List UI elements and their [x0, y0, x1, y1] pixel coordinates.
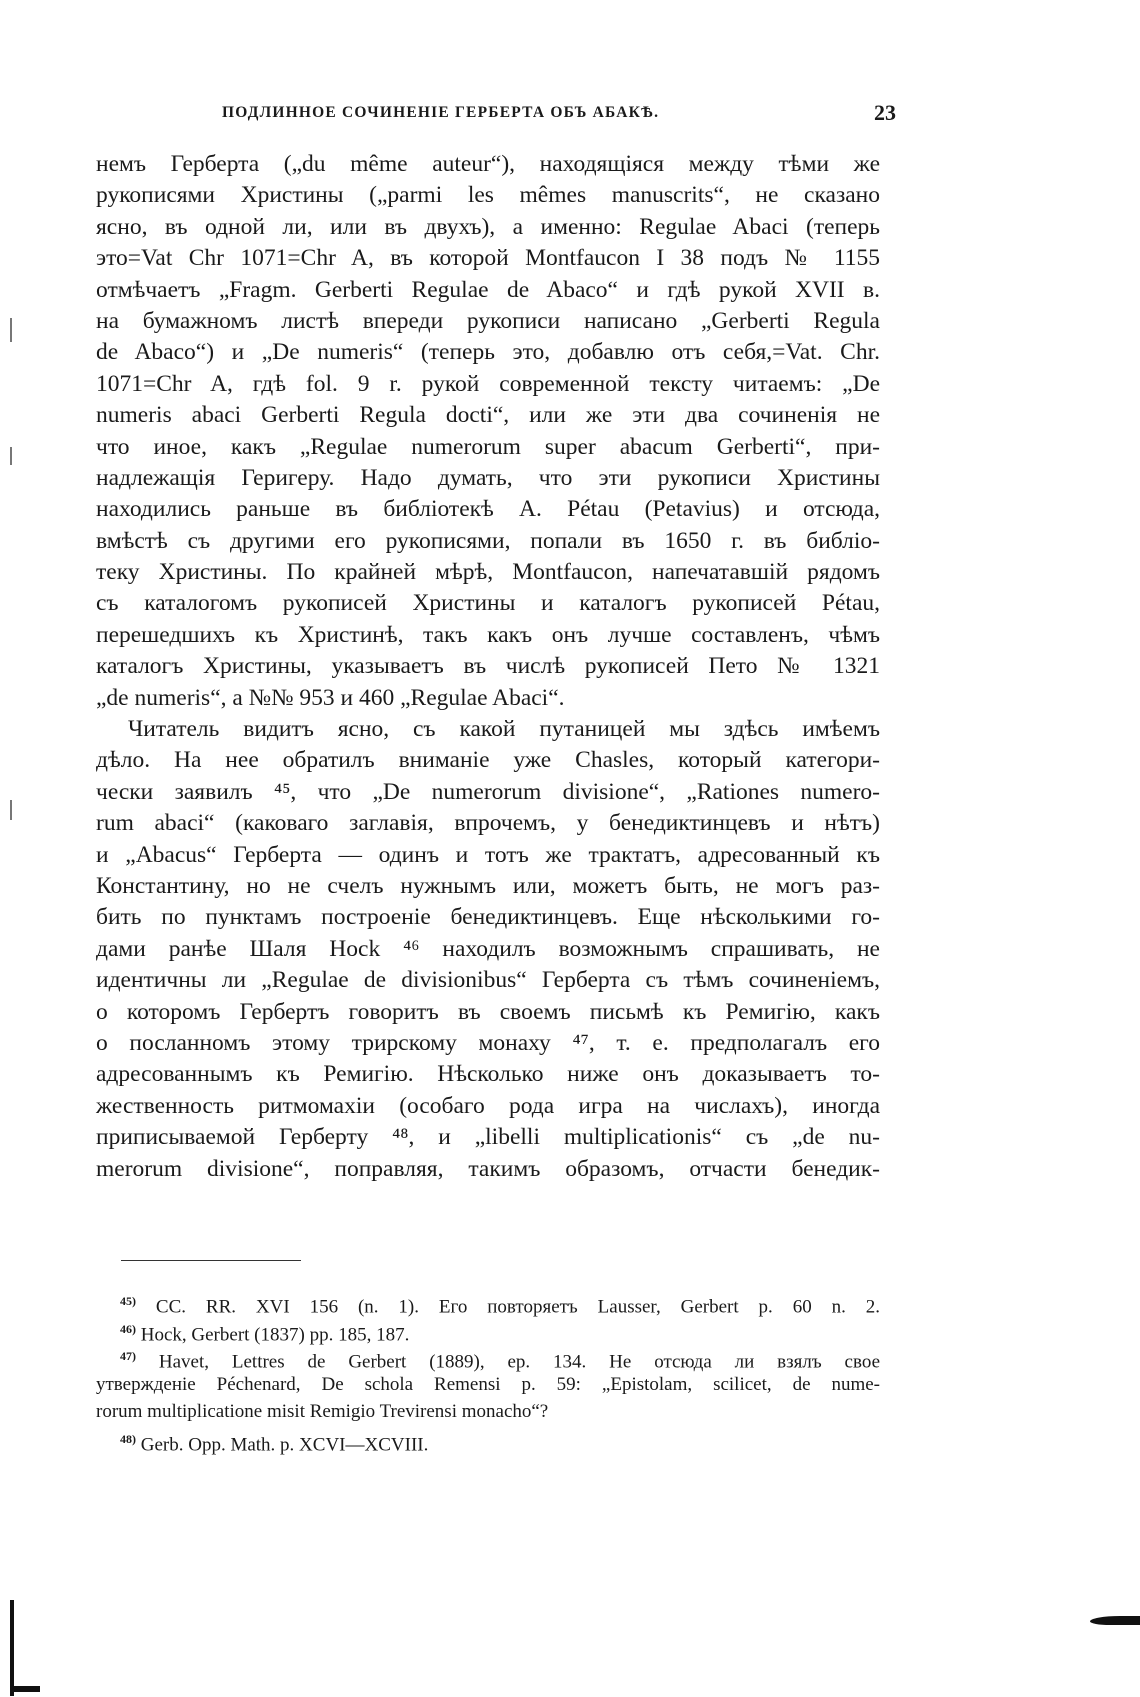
text-line: что иное, какъ „Regulae numerorum super abacum Gerberti“, при- — [96, 433, 880, 460]
scan-margin-mark — [10, 447, 12, 465]
footnote-marker: 46) — [120, 1321, 136, 1336]
text-line: 1071=Chr A, гдѣ fol. 9 r. рукой современной тексту читаемъ: „De — [96, 370, 880, 397]
text-line: ясно, въ одной ли, или въ двухъ), а именно: Regulae Abaci (теперь — [96, 213, 880, 240]
footnote-text: утвержденіе Péchenard, De schola Remensi p. 59: „Epistolam, scilicet, de nume- — [96, 1373, 880, 1395]
text-line: каталогъ Христины, указываетъ въ числѣ рукописей Пето № 1321 — [96, 653, 880, 680]
text-line: надлежащія Геригеру. Надо думать, что эти рукописи Христины — [96, 464, 880, 491]
scan-edge-mark — [1090, 1616, 1140, 1625]
text-line: Константину, но не счелъ нужнымъ или, можетъ быть, не могъ раз- — [96, 872, 880, 899]
text-line: дами ранѣе Шаля Hock ⁴⁶ находилъ возможнымъ спрашивать, не — [96, 935, 880, 962]
footnote-text: Hock, Gerbert (1837) pp. 185, 187. — [140, 1323, 410, 1345]
text-line: отмѣчаетъ „Fragm. Gerberti Regulae de Abaco“ и гдѣ рукой XVII в. — [96, 276, 880, 303]
footnote-47 — [96, 1343, 880, 1371]
footnote-text: rorum multiplicatione misit Remigio Trevirensi monacho“? — [96, 1401, 549, 1423]
footnote-45 — [96, 1288, 880, 1316]
text-line: адресованнымъ къ Ремигію. Нѣсколько ниже онъ доказываетъ то- — [96, 1061, 880, 1088]
running-head — [60, 100, 896, 130]
text-line: дѣло. На нее обратилъ вниманіе уже Chasles, который категори- — [96, 747, 880, 774]
text-line: „de numeris“, а №№ 953 и 460 „Regulae Abaci“. — [96, 684, 565, 711]
body-text — [96, 149, 880, 1185]
text-line: на бумажномъ листѣ впереди рукописи написано „Gerberti Regula — [96, 307, 880, 334]
text-line: съ каталогомъ рукописей Христины и каталогъ рукописей Pétau, — [96, 590, 880, 617]
text-line: перешедшихъ къ Христинѣ, такъ какъ онъ лучше составленъ, чѣмъ — [96, 621, 880, 648]
scan-corner-mark — [10, 1686, 40, 1692]
footnote-text: Gerb. Opp. Math. p. XCVI—XCVIII. — [140, 1434, 429, 1456]
footnote-text: Havet, Lettres de Gerbert (1889), ep. 134. Не отсюда ли взялъ свое — [158, 1351, 881, 1373]
footnote-47-continued — [96, 1398, 880, 1426]
footnote-marker: 45) — [120, 1294, 136, 1308]
text-line: немъ Герберта („du même auteur“), находящіяся между тѣми же — [96, 151, 880, 177]
text-line: чески заявилъ ⁴⁵, что „De numerorum divisione“, „Rationes numero- — [96, 778, 880, 805]
scan-margin-mark — [10, 318, 12, 342]
text-line: находились раньше въ библіотекѣ А. Pétau (Petavius) и отсюда, — [96, 496, 880, 523]
text-line: о которомъ Гербертъ говоритъ въ своемъ письмѣ къ Ремигію, какъ — [96, 998, 880, 1025]
footnote-46 — [96, 1316, 880, 1344]
footnote-marker: 47) — [120, 1349, 136, 1364]
footnote-47-continued — [96, 1371, 880, 1399]
footnote-text: CC. RR. XVI 156 (n. 1). Его повторяетъ Lausser, Gerbert p. 60 n. 2. — [155, 1296, 880, 1318]
text-line: merorum divisione“, поправляя, такимъ образомъ, отчасти бенедик- — [96, 1155, 880, 1182]
running-title: ПОДЛИННОЕ СОЧИНЕНІЕ ГЕРБЕРТА ОБЪ АБАКѢ. — [222, 104, 660, 121]
text-line: numeris abaci Gerberti Regula docti“, или же эти два сочиненія не — [96, 402, 880, 429]
text-line: бить по пунктамъ построеніе бенедиктинцевъ. Еще нѣсколькими го- — [96, 904, 880, 931]
text-line: это=Vat Chr 1071=Chr A, въ которой Montfaucon I 38 подъ № 1155 — [96, 245, 880, 272]
footnotes — [96, 1288, 880, 1454]
text-line: идентичны ли „Regulae de divisionibus“ Герберта съ тѣмъ сочиненіемъ, — [96, 967, 880, 994]
footnote-marker: 48) — [120, 1431, 136, 1446]
text-line: вмѣстѣ съ другими его рукописями, попали въ 1650 г. въ библіо- — [96, 527, 880, 554]
footnote-48 — [96, 1426, 880, 1454]
text-line: de Abaco“) и „De numeris“ (теперь это, добавлю отъ себя,=Vat. Chr. — [96, 339, 880, 366]
page-number: 23 — [874, 100, 896, 125]
scan-margin-mark — [10, 800, 12, 820]
text-line: рукописями Христины („parmi les mêmes manuscrits“, не сказано — [96, 182, 880, 209]
text-line: о посланномъ этому трирскому монаху ⁴⁷, т. е. предполагалъ его — [96, 1029, 880, 1056]
text-line: теку Христины. По крайней мѣрѣ, Montfaucon, напечатавшій рядомъ — [96, 559, 880, 586]
text-line: Читатель видитъ ясно, съ какой путаницей мы здѣсь имѣемъ — [128, 716, 880, 743]
text-line: приписываемой Герберту ⁴⁸, и „libelli multiplicationis“ съ „de nu- — [96, 1124, 880, 1151]
text-line: rum abaci“ (каковаго заглавія, впрочемъ, у бенедиктинцевъ и нѣтъ) — [96, 810, 880, 837]
text-line: жественность ритмомахіи (особаго рода игра на числахъ), иногда — [96, 1092, 880, 1119]
scan-corner-mark — [10, 1600, 14, 1696]
text-line: и „Abacus“ Герберта — одинъ и тотъ же трактатъ, адресованный къ — [96, 841, 880, 868]
footnote-divider — [121, 1260, 301, 1261]
